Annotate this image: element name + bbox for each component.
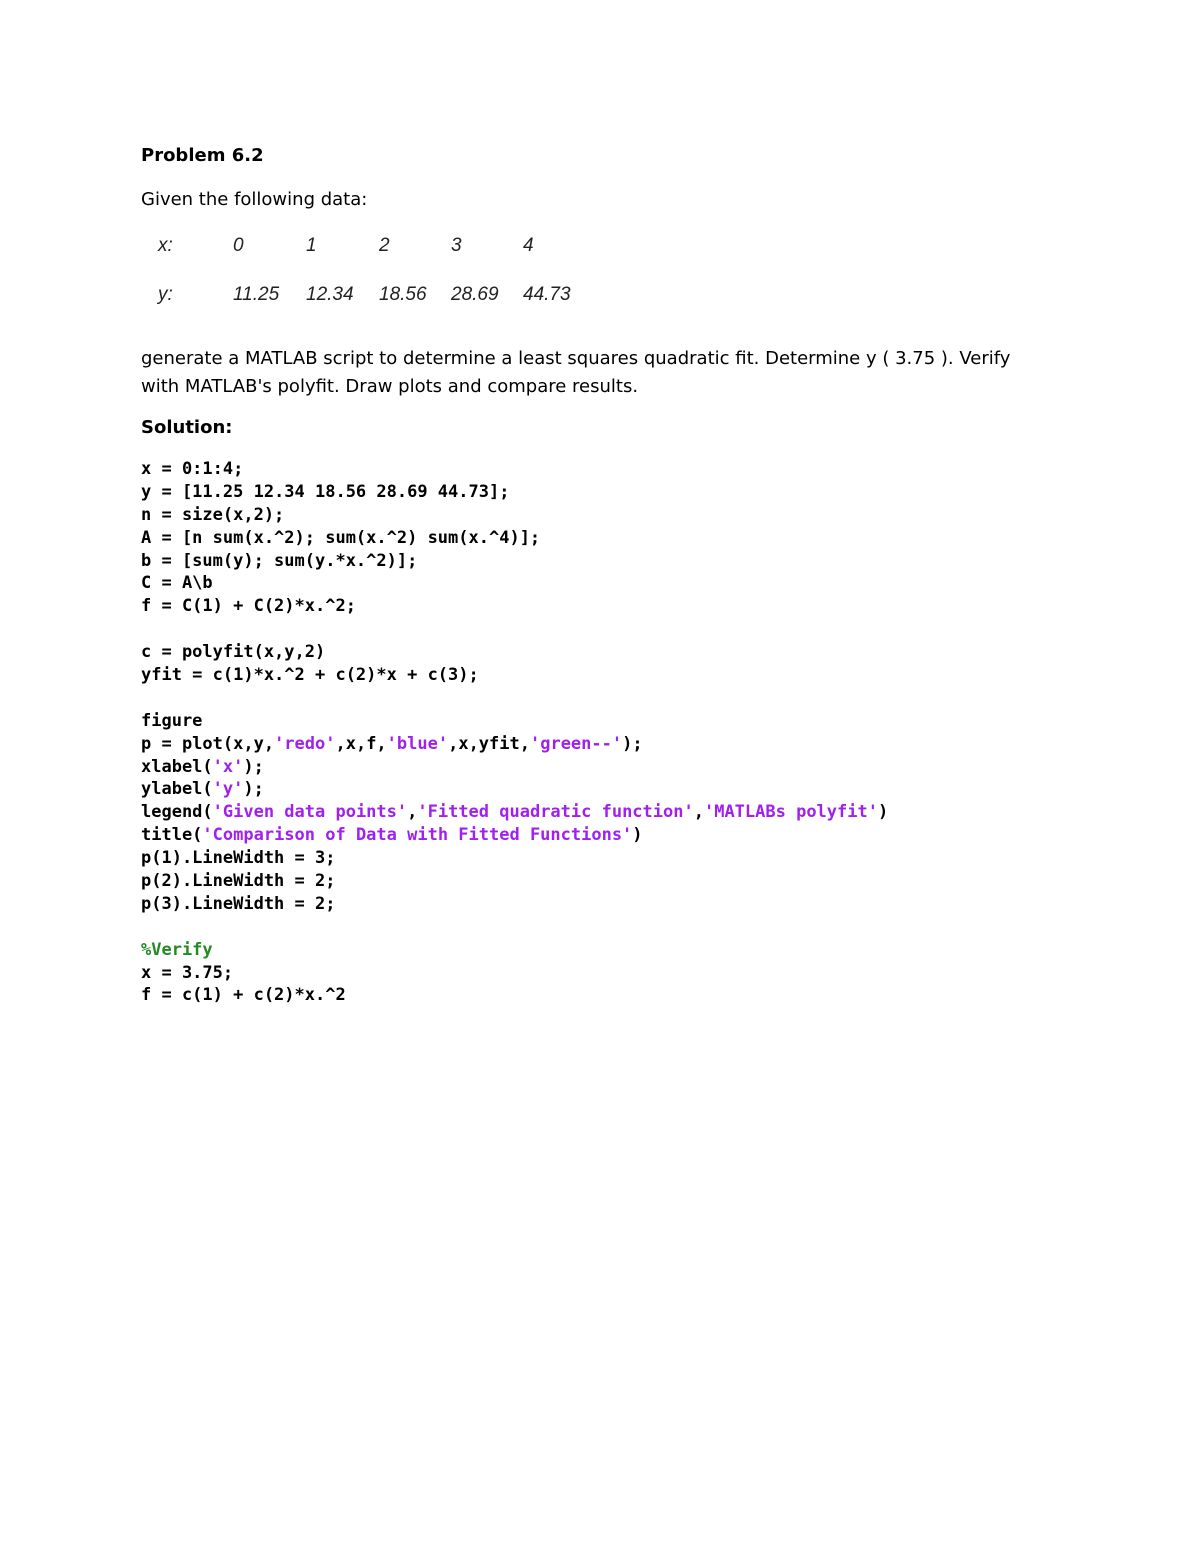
code-line: c = polyfit(x,y,2)	[141, 642, 326, 663]
code-line: f = c(1) + c(2)*x.^2	[141, 985, 346, 1006]
y-value: 28.69	[451, 284, 499, 305]
y-value: 11.25	[233, 284, 280, 305]
code-line: x = 0:1:4;	[141, 459, 244, 479]
code-string: 'green--'	[529, 733, 623, 754]
code-line-title	[141, 824, 888, 847]
x-label: x:	[158, 235, 173, 256]
code-line-legend	[141, 801, 888, 824]
problem-statement: generate a MATLAB script to determine a least squares quadratic fit. Determine y ( 3.75 ). Verify with MATLAB's polyfit. Draw plots and compare results.	[141, 348, 1011, 397]
code-text: )	[877, 802, 889, 823]
y-value: 18.56	[379, 284, 427, 305]
blank-line	[141, 687, 888, 710]
code-text: );	[622, 733, 643, 754]
code-string: 'Comparison of Data with Fitted Functions'	[202, 825, 633, 846]
code-line: f = C(1) + C(2)*x.^2;	[141, 596, 356, 617]
code-line: p(3).LineWidth = 2;	[141, 893, 336, 914]
code-text: ,	[407, 802, 418, 823]
code-line: p(2).LineWidth = 2;	[141, 871, 336, 892]
x-value: 1	[306, 235, 317, 256]
y-value: 44.73	[523, 284, 571, 305]
code-line-ylabel	[141, 778, 888, 801]
code-string: 'y'	[212, 779, 244, 800]
code-line: yfit = c(1)*x.^2 + c(2)*x + c(3);	[141, 665, 479, 686]
intro-text: Given the following data:	[141, 189, 368, 210]
code-text: );	[243, 756, 264, 777]
code-line: figure	[141, 710, 203, 731]
code-text: ,	[693, 802, 704, 823]
code-text: )	[632, 825, 643, 846]
code-text: ,x,yfit,	[448, 733, 530, 754]
code-text: title(	[141, 825, 203, 846]
code-line: C = A\b	[141, 573, 213, 594]
code-line: x = 3.75;	[141, 962, 234, 983]
code-string: 'redo'	[274, 733, 336, 754]
x-value: 2	[379, 235, 390, 256]
code-line: p(1).LineWidth = 3;	[141, 848, 336, 869]
y-label: y:	[158, 284, 173, 305]
code-text: ylabel(	[141, 779, 213, 800]
x-value: 4	[523, 235, 534, 256]
matlab-code-block	[141, 458, 888, 1007]
code-line-plot	[141, 733, 888, 756]
solution-label: Solution:	[141, 417, 233, 438]
code-string: 'Given data points'	[212, 802, 408, 823]
code-text: ,x,f,	[335, 733, 387, 754]
code-string: 'Fitted quadratic function'	[417, 802, 694, 823]
code-text: legend(	[141, 802, 213, 823]
code-text: xlabel(	[141, 756, 213, 777]
code-line: y = [11.25 12.34 18.56 28.69 44.73];	[141, 481, 510, 502]
x-value: 3	[451, 235, 462, 256]
code-line-xlabel	[141, 756, 888, 779]
blank-line	[141, 916, 888, 939]
code-line: A = [n sum(x.^2); sum(x.^2) sum(x.^4)];	[141, 527, 541, 548]
problem-title: Problem 6.2	[141, 145, 264, 166]
y-value: 12.34	[306, 284, 354, 305]
blank-line	[141, 618, 888, 641]
x-value: 0	[233, 235, 244, 256]
code-string: 'blue'	[386, 733, 449, 754]
code-string: 'x'	[212, 756, 244, 777]
code-text: p = plot(x,y,	[141, 733, 275, 754]
code-line: n = size(x,2);	[141, 504, 285, 525]
code-comment: %Verify	[141, 939, 213, 960]
code-text: );	[243, 779, 264, 800]
code-line: b = [sum(y); sum(y.*x.^2)];	[141, 550, 418, 571]
code-string: 'MATLABs polyfit'	[703, 802, 878, 823]
